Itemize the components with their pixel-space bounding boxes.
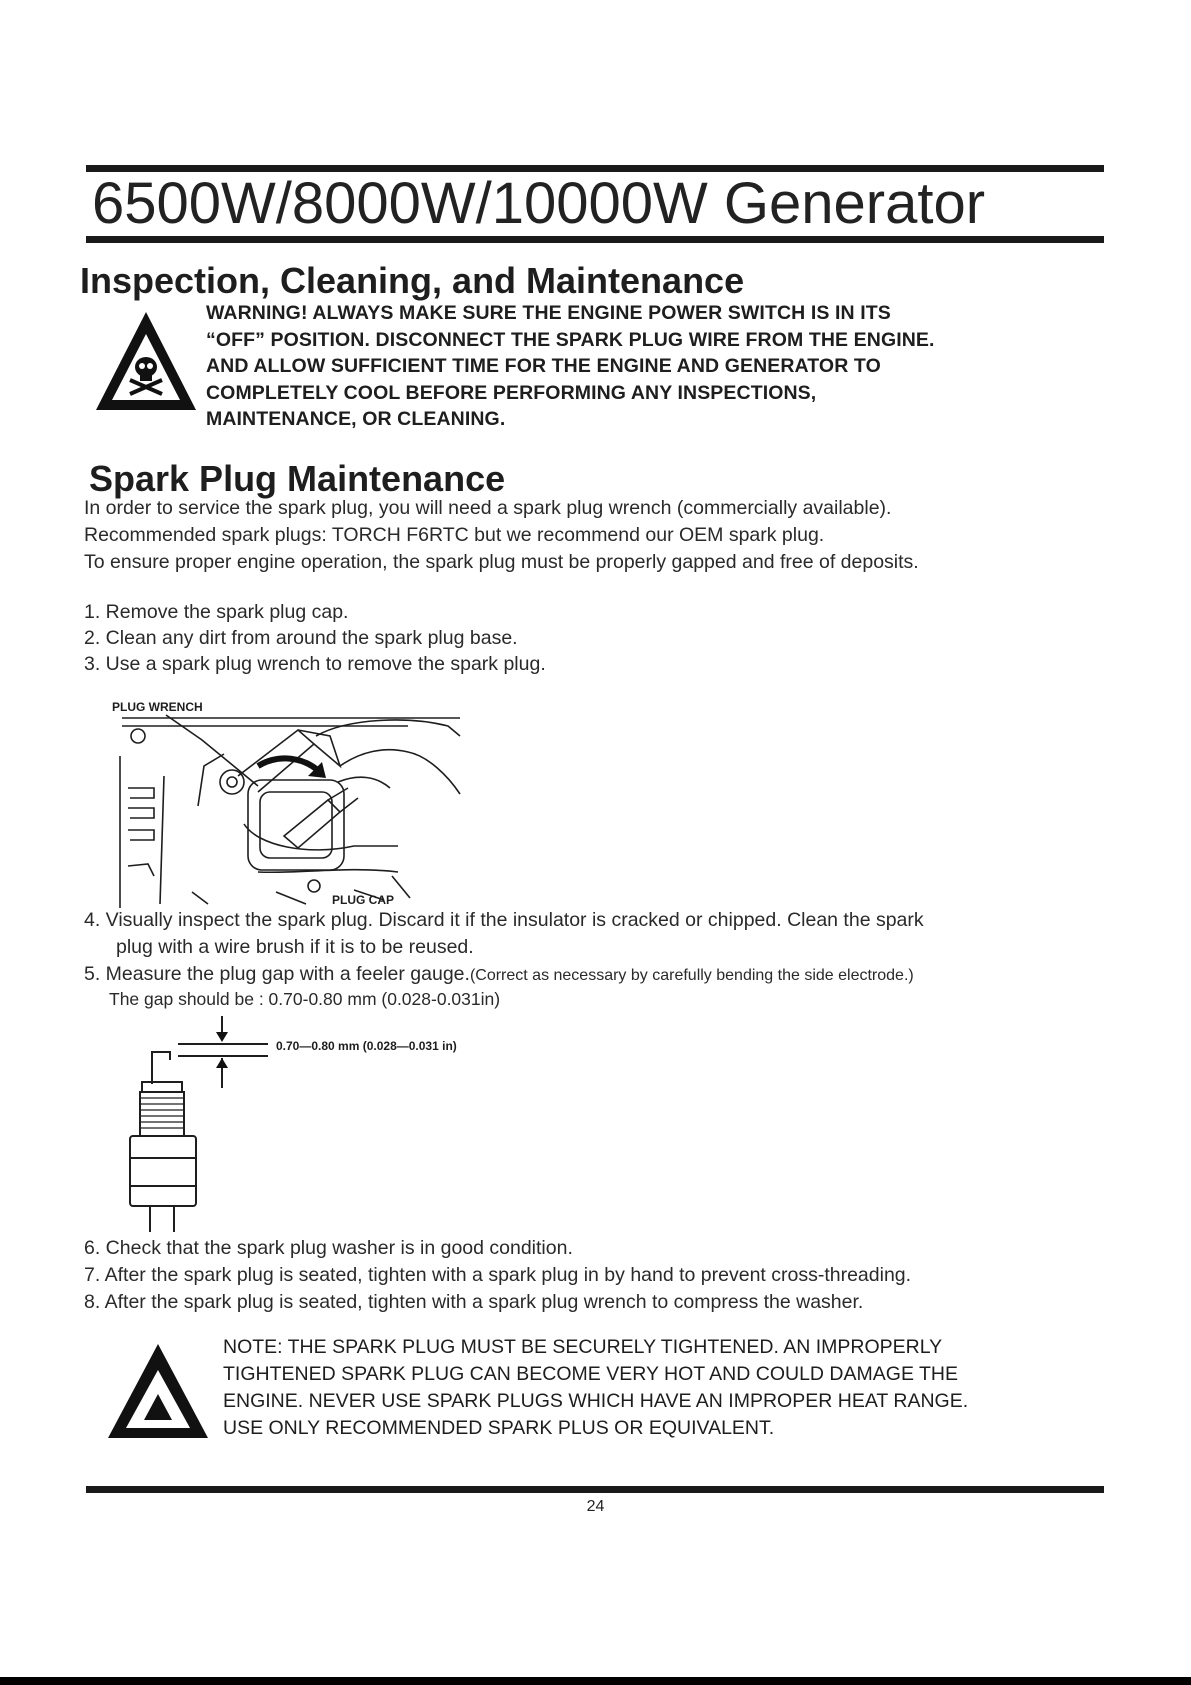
intro-line: Recommended spark plugs: TORCH F6RTC but we recommend our OEM spark plug. [84, 524, 825, 546]
spark-plug-gap-illustration [118, 1012, 548, 1232]
warning-text [206, 300, 1106, 433]
step-item: 1. Remove the spark plug cap. [84, 601, 349, 623]
step-item-continuation: plug with a wire brush if it is to be reused. [116, 936, 474, 958]
footer-rule [86, 1486, 1104, 1493]
header-bottom-rule [86, 236, 1104, 243]
step5-main: 5. Measure the plug gap with a feeler gauge. [84, 963, 470, 985]
step-item: 7. After the spark plug is seated, tighten with a spark plug in by hand to prevent cross-threading. [84, 1264, 912, 1286]
step5-note: (Correct as necessary by carefully bending the side electrode.) [469, 967, 914, 984]
caution-triangle-icon [106, 1342, 210, 1440]
step-item: 8. After the spark plug is seated, tighten with a spark plug wrench to compress the washer. [84, 1291, 864, 1313]
plug-wrench-illustration [108, 696, 468, 908]
warning-line: AND ALLOW SUFFICIENT TIME FOR THE ENGINE AND GENERATOR TO [206, 355, 881, 377]
note-line: USE ONLY RECOMMENDED SPARK PLUS OR EQUIVALENT. [223, 1417, 775, 1439]
skull-crossbones-warning-icon [94, 310, 198, 414]
note-text [223, 1334, 968, 1442]
warning-line: “OFF” POSITION. DISCONNECT THE SPARK PLUG WIRE FROM THE ENGINE. [206, 328, 935, 351]
step-item [84, 961, 914, 989]
step-item: 2. Clean any dirt from around the spark plug base. [84, 627, 518, 649]
warning-line: COMPLETELY COOL BEFORE PERFORMING ANY INSPECTIONS, [206, 381, 817, 404]
scan-bottom-edge [0, 1677, 1191, 1685]
plug-wrench-label: PLUG WRENCH [112, 700, 203, 714]
inspection-heading: Inspection, Cleaning, and Maintenance [80, 260, 745, 301]
spark-plug-heading: Spark Plug Maintenance [89, 458, 506, 499]
warning-line: MAINTENANCE, OR CLEANING. [206, 408, 506, 430]
warning-line: WARNING! ALWAYS MAKE SURE THE ENGINE POWER SWITCH IS IN ITS [206, 302, 891, 324]
document-title: 6500W/8000W/10000W Generator [92, 171, 986, 236]
step-item: 6. Check that the spark plug washer is in good condition. [84, 1237, 573, 1259]
page-number: 24 [586, 1498, 605, 1515]
intro-line: To ensure proper engine operation, the spark plug must be properly gapped and free of deposits. [84, 551, 919, 573]
step-item: 3. Use a spark plug wrench to remove the spark plug. [84, 653, 546, 675]
intro-line: In order to service the spark plug, you will need a spark plug wrench (commercially available). [84, 497, 892, 519]
note-line: NOTE: THE SPARK PLUG MUST BE SECURELY TIGHTENED. AN IMPROPERLY [223, 1336, 943, 1358]
note-line: ENGINE. NEVER USE SPARK PLUGS WHICH HAVE AN IMPROPER HEAT RANGE. [223, 1390, 969, 1412]
step-item: 4. Visually inspect the spark plug. Discard it if the insulator is cracked or chipped. Clean the spark [84, 909, 924, 931]
gap-measurement-label: 0.70—0.80 mm (0.028—0.031 in) [276, 1039, 457, 1053]
plug-cap-label: PLUG CAP [332, 893, 395, 907]
gap-spec-line: The gap should be : 0.70-0.80 mm (0.028-0.031in) [109, 989, 501, 1009]
note-line: TIGHTENED SPARK PLUG CAN BECOME VERY HOT AND COULD DAMAGE THE [223, 1363, 959, 1385]
